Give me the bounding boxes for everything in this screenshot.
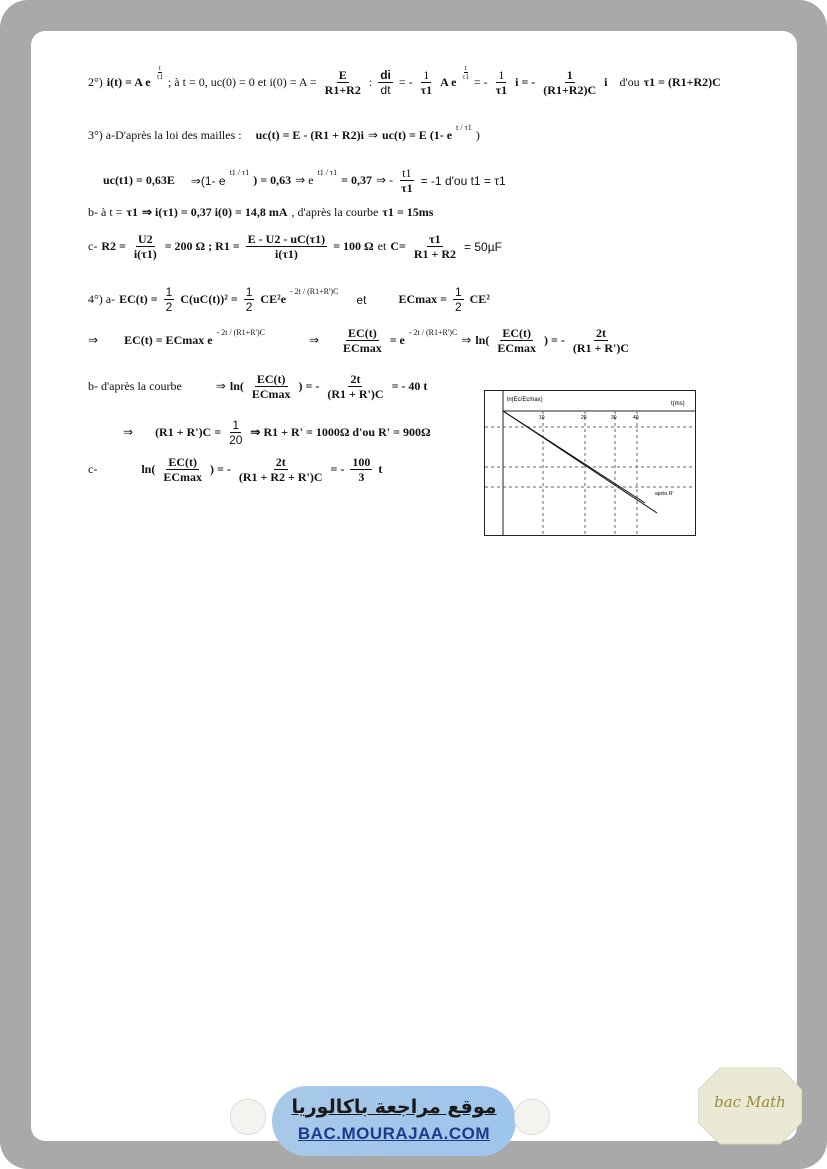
footer-site-link[interactable]: BAC.MOURAJAA.COM xyxy=(297,1124,491,1143)
q4a-cuc: C(uC(t))² = xyxy=(180,292,238,306)
q3b-note: , d'après la courbe xyxy=(291,205,379,219)
left-logo-icon xyxy=(230,1099,266,1135)
q4b-line2 xyxy=(123,418,431,447)
q2-frac-one: $\frac{1}{\tau 1}$ xyxy=(420,68,433,97)
q4c-frac3: $\frac{100}{3}$ xyxy=(352,455,371,484)
q4a2-arrow3: ⇒ xyxy=(461,333,472,347)
ln-graph xyxy=(484,390,696,536)
q4b-arrow: ⇒ xyxy=(215,379,226,393)
q4b-frac: $\frac{EC(t)}{ECmax}$ xyxy=(251,372,291,401)
q3c-label: c- xyxy=(88,239,98,253)
q2-eq-minus: = - xyxy=(473,75,488,89)
q4c-frac2: $\frac{2t}{(R1 + R2 + R')C}$ xyxy=(238,455,323,484)
q4c-t: t xyxy=(378,462,383,476)
q3b-eq: ⇒ i(τ1) = 0,37 i(0) = 14,8 mA xyxy=(141,205,288,219)
q4a-ce: CE²e xyxy=(260,292,287,306)
q3a2-mid-res: ) = 0,63 xyxy=(253,173,292,187)
q4a-et: et xyxy=(356,292,367,307)
q4c-frac: $\frac{EC(t)}{ECmax}$ xyxy=(163,455,203,484)
q4a2-eq2: = e xyxy=(389,333,405,347)
curve-after xyxy=(503,411,645,503)
q3a-eq2: uc(t) = E (1- e xyxy=(381,128,453,142)
q4a2-ln: ln( xyxy=(475,333,490,347)
q4c-line xyxy=(88,455,382,484)
q3a2-arrow3: ⇒ - xyxy=(376,173,394,187)
q2-ae: A e xyxy=(440,75,457,89)
q4a-ecmax: ECmax = xyxy=(398,292,447,306)
q3b-tau: τ1 xyxy=(126,205,138,219)
q3c-line xyxy=(88,232,502,261)
q3c-frac-r1: $\frac{E - U2 - uC(\tau 1)}{i(\tau 1)}$ xyxy=(247,232,326,261)
q3a2-arrow2: ⇒ e xyxy=(295,173,314,187)
q3c-r2-val: = 200 Ω ; R1 = xyxy=(164,239,240,253)
q4c-close: ) = - xyxy=(210,462,231,476)
graph-xlabel: t(ms) xyxy=(671,401,685,407)
footer-arabic-title[interactable]: موقع مراجعة باكالوريا xyxy=(291,1096,497,1118)
tick-1: 10 xyxy=(539,415,545,421)
q3a-arrow: ⇒ xyxy=(367,128,378,142)
q3a2-frac: $\frac{t1}{\tau 1}$ xyxy=(401,166,413,195)
q4b2-eq: (R1 + R')C = xyxy=(155,425,222,439)
q4a-ec: EC(t) = xyxy=(119,292,158,306)
q2-frac-one-b: $\frac{1}{\tau 1}$ xyxy=(495,68,508,97)
q4a-label: 4°) a- xyxy=(88,292,116,306)
q3a-close: ) xyxy=(475,128,480,142)
q4a-line2 xyxy=(88,326,633,355)
q2-exponent-2: $\frac{t}{\tau 1}$ xyxy=(462,64,469,81)
bac-math-badge-text: bac Math xyxy=(714,1093,786,1111)
q3a-label: 3°) a-D'après la loi des mailles : xyxy=(88,128,242,142)
q2-frac-e: $\frac{E}{R1+R2}$ xyxy=(324,68,361,97)
q2-condition: ; à t = 0, uc(0) = 0 et i(0) = A = xyxy=(167,75,317,89)
q2-i-end: i xyxy=(604,75,608,89)
q4a2-arrow: ⇒ xyxy=(88,333,99,347)
q4a2-frac3: $\frac{2t}{(R1 + R')C}$ xyxy=(572,326,630,355)
q3c-r2: R2 = xyxy=(101,239,126,253)
q4b2-arrow: ⇒ xyxy=(123,425,134,439)
q3a-eq: uc(t) = E - (R1 + R2)i xyxy=(255,128,364,142)
q4b-label: b- d'après la courbe xyxy=(88,379,182,393)
graph-svg xyxy=(485,391,695,535)
q3c-c: C= xyxy=(390,239,406,253)
q3a-line2 xyxy=(103,166,506,195)
graph-ylabel: ln(Ec/Ecmax) xyxy=(507,397,543,403)
q2-didt: $\frac{di}{dt}$ xyxy=(380,68,391,97)
q2-colon: : xyxy=(368,75,373,89)
q4b-line xyxy=(88,372,427,401)
q4a2-frac2: $\frac{EC(t)}{ECmax}$ xyxy=(497,326,537,355)
q4b-ln: ln( xyxy=(229,379,244,393)
q3a2-res3: = -1 d'ou t1 = τ1 xyxy=(420,173,506,188)
q4c-label: c- xyxy=(88,462,98,476)
q4a-ce2: CE² xyxy=(469,292,490,306)
q4b-frac2: $\frac{2t}{(R1 + R')C}$ xyxy=(327,372,384,401)
q3a2-e-exp: t1 / τ1 xyxy=(317,168,338,177)
q4a2-arrow2: ⇒ xyxy=(308,333,320,347)
q3a2-res2: = 0,37 xyxy=(341,173,372,187)
q2-frac-rc: $\frac{1}{(R1+R2)C}$ xyxy=(543,68,597,97)
curve-label: après R' xyxy=(655,491,674,497)
q4a2-exp2: - 2t / (R1+R')C xyxy=(408,328,458,337)
q2-dou: d'ou xyxy=(619,75,640,89)
q3b-label: b- à t = xyxy=(88,205,123,219)
q2-i-of-t: i(t) = A e xyxy=(106,75,151,89)
q3c-et: et xyxy=(377,239,387,253)
q3a2-mid-exp: t1 / τ1 xyxy=(229,168,250,177)
q4a-half: $\frac{1}{2}$ xyxy=(165,285,173,314)
q2-tau-result: τ1 = (R1+R2)C xyxy=(643,75,721,89)
tick-2: 20 xyxy=(581,415,587,421)
q3a-exp: t / τ1 xyxy=(456,123,472,132)
q3a-line xyxy=(88,123,480,143)
tick-4: 40 xyxy=(633,415,639,421)
q3c-frac-r2: $\frac{U2}{i(\tau 1)}$ xyxy=(133,232,157,261)
q4b2-frac: $\frac{1}{20}$ xyxy=(229,418,243,447)
q2-exponent: $\frac{t}{\tau 1}$ xyxy=(156,64,163,81)
q3a2-left: uc(t1) = 0,63E xyxy=(103,173,175,187)
q4a2-ln-close: ) = - xyxy=(544,333,565,347)
q4b2-res: ⇒ R1 + R' = 1000Ω d'ou R' = 900Ω xyxy=(250,425,431,439)
q4a2-exp: - 2t / (R1+R')C xyxy=(216,328,265,337)
q4a-exp: - 2t / (R1+R')C xyxy=(290,287,339,296)
q2-label: 2°) xyxy=(88,75,103,89)
q3c-frac-c: $\frac{\tau 1}{R1 + R2}$ xyxy=(413,232,456,261)
q2-line xyxy=(88,64,721,97)
right-logo-icon xyxy=(514,1099,550,1135)
q3c-c-val: = 50µF xyxy=(464,239,502,254)
tick-3: 30 xyxy=(611,415,617,421)
q4a-line xyxy=(88,285,490,314)
q4c-ln: ln( xyxy=(141,462,156,476)
q2-i-eq: i = - xyxy=(515,75,536,89)
q4b-res: = - 40 t xyxy=(391,379,428,393)
q3b-line xyxy=(88,205,433,220)
q4a-half-3: $\frac{1}{2}$ xyxy=(454,285,462,314)
q3a2-mid: ⇒(1- e xyxy=(190,173,226,188)
q3c-r1-val: = 100 Ω xyxy=(333,239,374,253)
q2-eq: = - xyxy=(398,75,413,89)
q4b-close: ) = - xyxy=(298,379,320,393)
q4a2-eq: EC(t) = ECmax e xyxy=(124,333,213,347)
q4c-eq: = - xyxy=(330,462,345,476)
q4a-half-2: $\frac{1}{2}$ xyxy=(245,285,253,314)
q3b-result: τ1 = 15ms xyxy=(382,205,434,219)
q4a2-frac: $\frac{EC(t)}{ECmax}$ xyxy=(343,326,382,355)
